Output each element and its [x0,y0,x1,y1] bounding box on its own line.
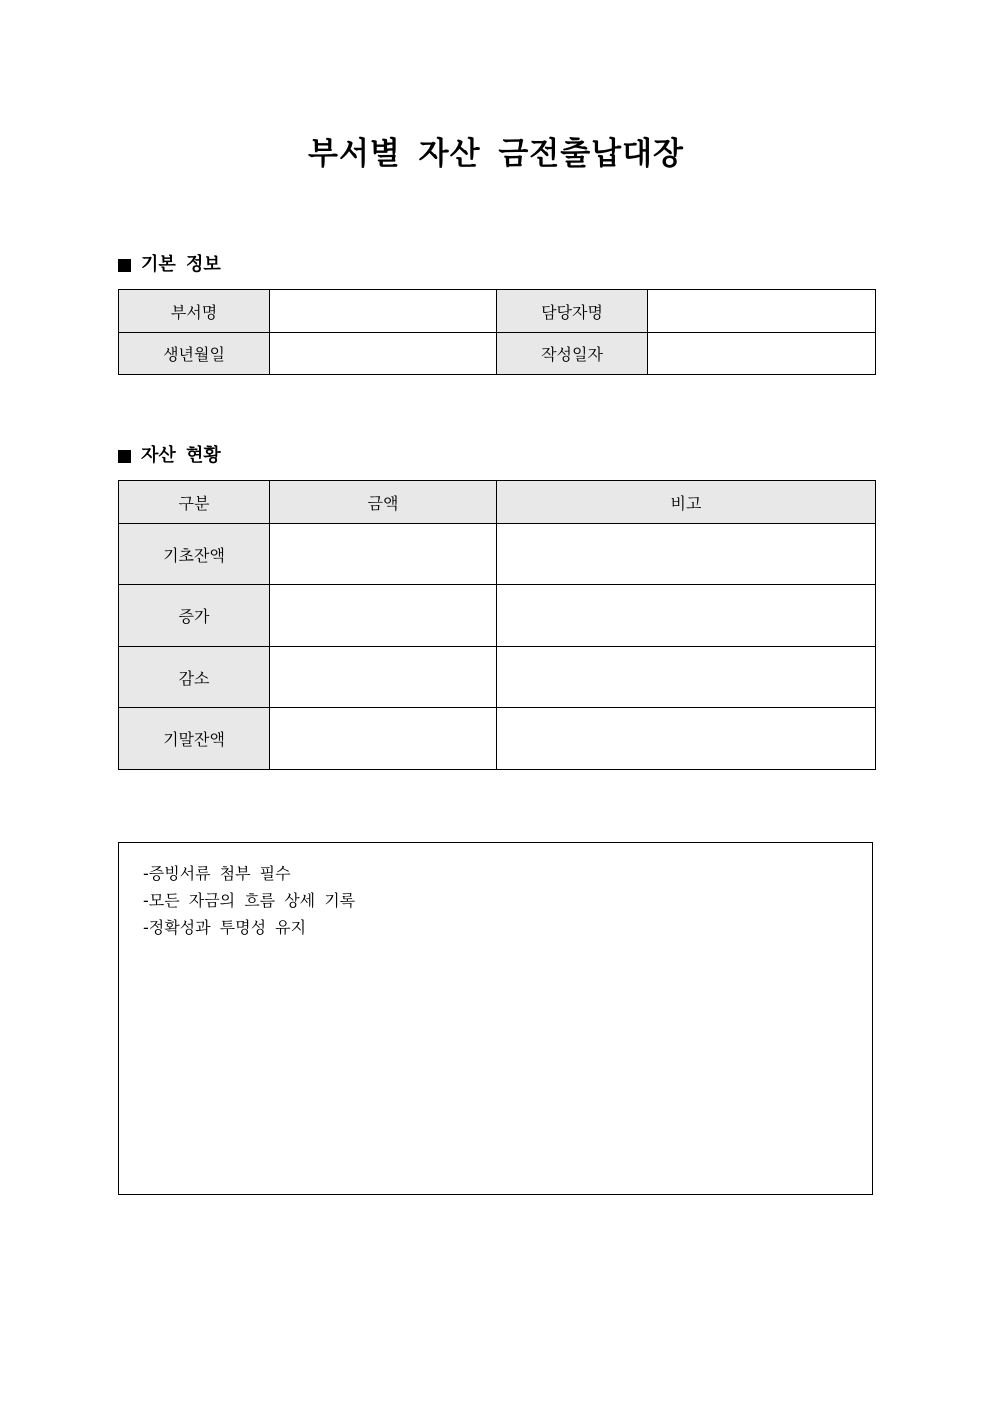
row-label-increase: 증가 [119,585,270,647]
note-item: -모든 자금의 흐름 상세 기록 [143,891,356,910]
notes-box [118,842,873,1195]
decrease-remarks-field[interactable] [497,647,876,708]
table-row [119,647,876,708]
basic-info-heading [118,253,221,277]
row-label-decrease: 감소 [119,647,270,708]
opening-balance-amount-field[interactable] [270,524,497,585]
note-item: -증빙서류 첨부 필수 [143,864,291,883]
row-label-opening-balance: 기초잔액 [119,524,270,585]
basic-info-table [118,289,876,375]
increase-remarks-field[interactable] [497,585,876,647]
table-header-row [119,481,876,524]
column-header-category: 구분 [119,481,270,524]
decrease-amount-field[interactable] [270,647,497,708]
note-item: -정확성과 투명성 유지 [143,918,307,937]
assets-heading-label: 자산 현황 [141,445,221,466]
manager-label: 담당자명 [497,290,648,333]
table-row [119,290,876,333]
increase-amount-field[interactable] [270,585,497,647]
basic-info-heading-label: 기본 정보 [141,254,221,275]
written-date-field[interactable] [648,333,876,375]
written-date-label: 작성일자 [497,333,648,375]
department-field[interactable] [270,290,497,333]
closing-balance-amount-field[interactable] [270,708,497,770]
assets-heading [118,444,221,468]
table-row [119,333,876,375]
manager-field[interactable] [648,290,876,333]
column-header-amount: 금액 [270,481,497,524]
table-row [119,524,876,585]
square-bullet-icon [118,259,131,272]
table-row [119,708,876,770]
closing-balance-remarks-field[interactable] [497,708,876,770]
department-label: 부서명 [119,290,270,333]
square-bullet-icon [118,450,131,463]
birthdate-field[interactable] [270,333,497,375]
document-title: 부서별 자산 금전출납대장 [308,136,684,172]
opening-balance-remarks-field[interactable] [497,524,876,585]
assets-table [118,480,876,770]
table-row [119,585,876,647]
column-header-remarks: 비고 [497,481,876,524]
birthdate-label: 생년월일 [119,333,270,375]
row-label-closing-balance: 기말잔액 [119,708,270,770]
